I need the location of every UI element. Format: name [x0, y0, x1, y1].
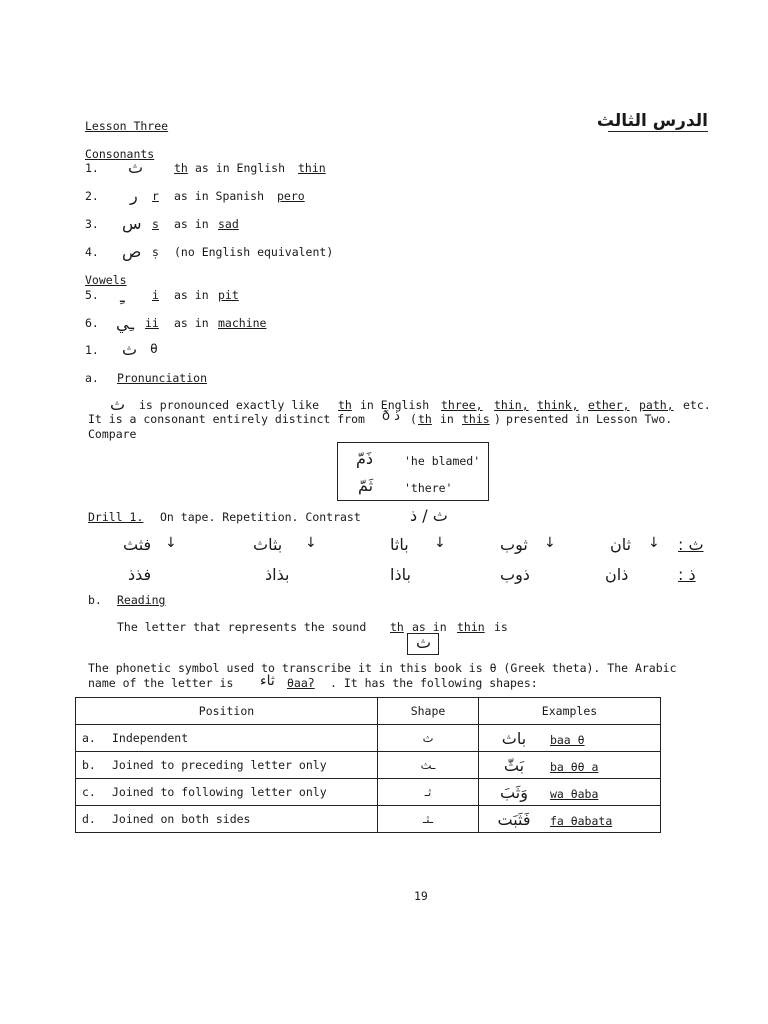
text: presented in Lesson Two.	[506, 412, 673, 426]
position-text: Joined on both sides	[112, 812, 251, 826]
down-arrow-icon: ↓	[165, 535, 177, 551]
example-transcription: fa θabata	[549, 813, 613, 828]
down-arrow-icon: ↓	[648, 535, 660, 551]
text: th	[338, 398, 352, 412]
example-cell	[479, 752, 661, 779]
description: as in	[174, 288, 209, 302]
table-header: Shape	[378, 698, 479, 725]
table-row	[76, 779, 661, 806]
table-header: Examples	[479, 698, 661, 725]
table-row	[76, 725, 661, 752]
drill-word: فثث	[123, 535, 152, 554]
arabic-letter: ث	[110, 395, 126, 414]
text: is	[494, 620, 508, 634]
drill-word: ثوب	[500, 535, 528, 554]
item-number: 6.	[85, 316, 99, 330]
example-word: think,	[537, 398, 579, 412]
arabic-letter-name: ثاء	[260, 673, 275, 689]
position-cell	[76, 806, 378, 833]
page-number: 19	[414, 889, 428, 903]
table-row	[76, 752, 661, 779]
text: in	[440, 412, 454, 426]
example-word: path,	[639, 398, 674, 412]
subsection-label: b.	[88, 593, 102, 607]
drill-word: ذوب	[500, 565, 530, 584]
pronunciation-heading: Pronunciation	[117, 371, 208, 385]
position-cell	[76, 779, 378, 806]
item-number: 1.	[85, 161, 99, 175]
position-text: Joined to following letter only	[112, 785, 327, 799]
contrast-letters: ث / ذ	[410, 506, 448, 525]
example-word: thin	[298, 161, 326, 175]
item-number: 5.	[85, 288, 99, 302]
text: thin	[457, 620, 485, 634]
shape-cell: ثـ	[378, 779, 479, 806]
example-word: machine	[218, 316, 267, 330]
example-cell	[479, 779, 661, 806]
compare-box	[337, 442, 489, 501]
symbol: s	[152, 217, 159, 231]
text: Compare	[88, 427, 137, 441]
drill-word: ذان	[605, 565, 629, 584]
text: this	[462, 412, 490, 426]
drill-label: Drill 1.	[88, 510, 144, 524]
arabic-vowel: ـِي	[116, 314, 135, 333]
subsection-label: a.	[85, 371, 99, 385]
arabic-vowel: ـِ	[120, 287, 125, 306]
text: etc.	[683, 398, 711, 412]
table-header: Position	[76, 698, 378, 725]
arabic-word: ذَمّ	[356, 449, 374, 468]
drill-key: ذ :	[678, 565, 696, 584]
down-arrow-icon: ↓	[305, 535, 317, 551]
lesson-title: Lesson Three	[85, 119, 169, 133]
example-transcription: ba θθ a	[549, 759, 599, 774]
arabic-letter: ر	[130, 186, 138, 205]
shape-cell: ـث	[378, 752, 479, 779]
shape-cell: ث	[378, 725, 479, 752]
down-arrow-icon: ↓	[544, 535, 556, 551]
row-label: a.	[82, 731, 96, 745]
text: The letter that represents the sound	[117, 620, 367, 634]
text: is pronounced exactly like	[139, 398, 320, 412]
row-label: c.	[82, 785, 96, 799]
arabic-letter: ث	[128, 158, 144, 177]
section-number: 1.	[85, 343, 99, 357]
letter-shapes-table	[75, 697, 661, 833]
down-arrow-icon: ↓	[434, 535, 446, 551]
description: as in English	[195, 161, 286, 175]
shape-cell: ـثـ	[378, 806, 479, 833]
text: as in	[412, 620, 447, 634]
arabic-lesson-title: الدرس الثالث	[596, 111, 708, 131]
letter-name-transcription: θaaʔ	[287, 676, 315, 690]
example-arabic: بَثّ	[503, 755, 525, 775]
arabic-letter: ث	[416, 633, 432, 652]
position-text: Joined to preceding letter only	[112, 758, 327, 772]
arabic-letter: ص	[122, 242, 142, 261]
text: name of the letter is	[88, 676, 234, 690]
item-number: 2.	[85, 189, 99, 203]
arabic-letter: ذ ð	[382, 409, 400, 424]
text: th	[390, 620, 404, 634]
boxed-letter	[407, 633, 439, 655]
example-word: sad	[218, 217, 239, 231]
vowels-heading: Vowels	[85, 273, 127, 287]
drill-word: باثا	[390, 535, 409, 554]
gloss: 'he blamed'	[404, 454, 481, 468]
symbol: ii	[145, 316, 159, 330]
arabic-letter: ث	[122, 340, 138, 359]
description: (no English equivalent)	[174, 245, 334, 259]
consonants-heading: Consonants	[85, 147, 155, 161]
phonetic-symbol: θ	[150, 342, 158, 357]
table-header-row	[76, 698, 661, 725]
text: . It has the following shapes:	[330, 676, 538, 690]
text: It is a consonant entirely distinct from	[88, 412, 365, 426]
item-number: 3.	[85, 217, 99, 231]
text: th	[418, 412, 432, 426]
gloss: 'there'	[404, 481, 453, 495]
item-number: 4.	[85, 245, 99, 259]
table-row	[76, 806, 661, 833]
example-arabic: باث	[501, 728, 527, 748]
example-word: pit	[218, 288, 239, 302]
symbol: th	[174, 161, 188, 175]
position-text: Independent	[112, 731, 189, 745]
drill-word: بثاث	[253, 535, 283, 554]
example-transcription: baa θ	[549, 732, 585, 747]
example-word: ether,	[588, 398, 630, 412]
phonetic-line-1: The phonetic symbol used to transcribe it in this book is θ (Greek theta). The Arabic	[88, 661, 677, 675]
example-transcription: wa θaba	[549, 786, 599, 801]
row-label: b.	[82, 758, 96, 772]
position-cell	[76, 752, 378, 779]
example-word: pero	[277, 189, 305, 203]
example-cell	[479, 725, 661, 752]
drill-text: On tape. Repetition. Contrast	[160, 510, 361, 524]
description: as in	[174, 316, 209, 330]
drill-word: بذاذ	[265, 565, 290, 584]
example-arabic: وَثَبَ	[500, 782, 528, 802]
drill-word: ثان	[610, 535, 632, 554]
arabic-word: ثَمّ	[358, 476, 374, 495]
text: in English	[360, 398, 430, 412]
drill-word: باذا	[390, 565, 411, 584]
drill-word: فذذ	[128, 565, 152, 584]
example-arabic: فَثَبَت	[497, 809, 531, 829]
description: as in Spanish	[174, 189, 265, 203]
row-label: d.	[82, 812, 96, 826]
example-word: thin,	[494, 398, 529, 412]
example-word: three,	[441, 398, 483, 412]
symbol: i	[152, 288, 159, 302]
symbol: r	[152, 189, 159, 203]
arabic-letter: س	[122, 214, 142, 233]
symbol: ṣ	[152, 245, 159, 259]
position-cell	[76, 725, 378, 752]
reading-heading: Reading	[117, 593, 166, 607]
drill-key: ث :	[678, 535, 704, 554]
description: as in	[174, 217, 209, 231]
example-cell	[479, 806, 661, 833]
